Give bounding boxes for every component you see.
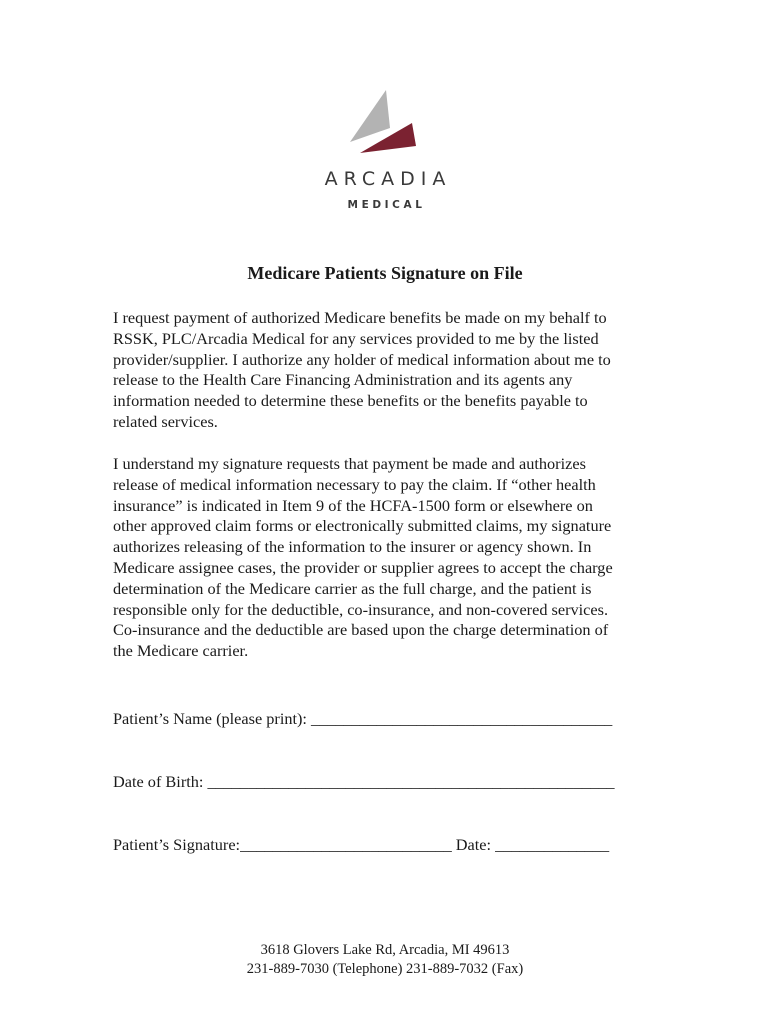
- logo-wordmark: ARCADIA: [324, 168, 452, 190]
- date-of-birth-field[interactable]: Date of Birth: __________________________________________________: [113, 772, 615, 791]
- logo-gray-sail: [350, 90, 390, 142]
- patient-signature-field[interactable]: Patient’s Signature:__________________________ Date: ______________: [113, 835, 610, 854]
- authorization-paragraph: I request payment of authorized Medicare benefits be made on my behalf to RSSK, PLC/Arcadia Medical for any services provided to me by the listed provider/supplier. I authorize any holder of medical information about me to release to the Health Care Financing Administration and its agents any information needed to determine these benefits or the benefits payable to related services.: [113, 308, 611, 431]
- understanding-paragraph: I understand my signature requests that payment be made and authorizes release of medical information necessary to pay the claim. If “other health insurance” is indicated in Item 9 of the HCFA-1500 form or elsewhere on other approved claim forms or electronically submitted claims, my signature authorizes releasing of the information to the insurer or agency shown. In Medicare assignee cases, the provider or supplier agrees to accept the charge determination of the Medicare carrier as the full charge, and the patient is responsible only for the deductible, co-insurance, and non-covered services. Co-insurance and the deductible are based upon the charge determination of the Medicare carrier.: [113, 454, 613, 661]
- arcadia-medical-logo: [300, 86, 470, 216]
- footer-address: 3618 Glovers Lake Rd, Arcadia, MI 49613: [260, 942, 510, 958]
- logo-mark-icon: [350, 90, 420, 154]
- document-title: Medicare Patients Signature on File: [247, 263, 523, 283]
- footer-phone: 231-889-7030 (Telephone) 231-889-7032 (Fax): [246, 961, 524, 977]
- logo-subtitle: MEDICAL: [347, 199, 426, 211]
- patient-name-field[interactable]: Patient’s Name (please print): _____________________________________: [113, 709, 613, 728]
